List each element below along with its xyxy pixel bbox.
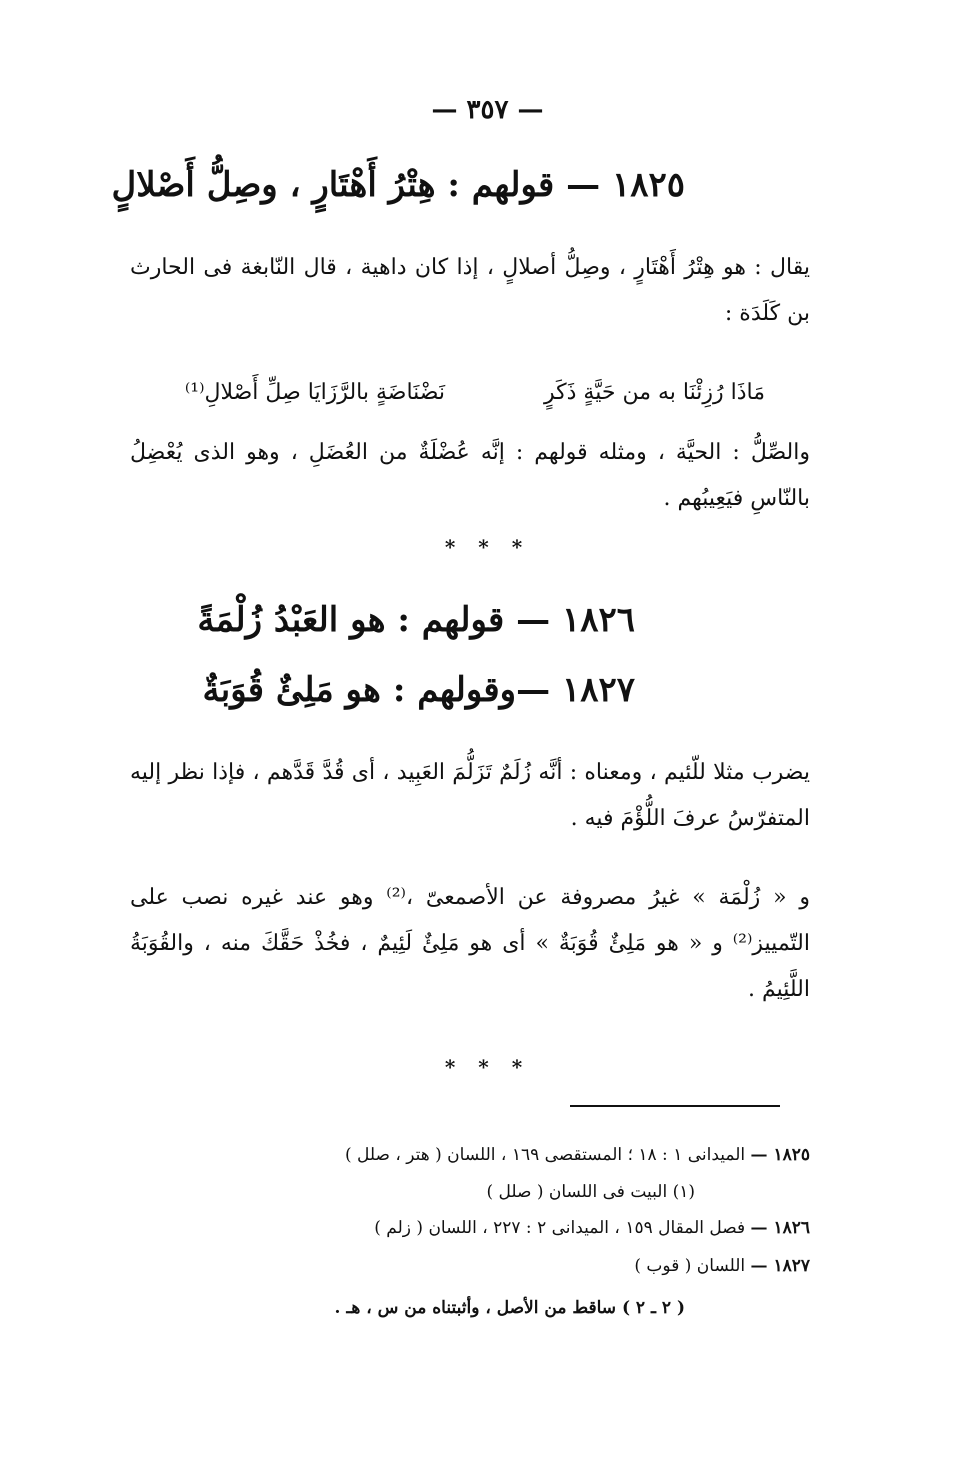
footnote-text: (١) البيت فى اللسان ( صلل ) bbox=[486, 1182, 695, 1202]
section-separator: * * * bbox=[444, 535, 531, 559]
footnote-text: اللسان ( قوب ) bbox=[634, 1256, 746, 1276]
footnote-text: ( ٢ ـ ٢ ) ساقط من الأصل ، وأثبتناه من س ، هـ . bbox=[334, 1298, 685, 1318]
footnote-text: الميدانى ١ : ١٨ ؛ المستقصى ١٦٩ ، اللسان ( هتر ، صلل ) bbox=[344, 1145, 746, 1165]
footnote-1825 bbox=[345, 1145, 810, 1165]
entry-paragraph-1827-second: و « زُلْمَة » غيرُ مصروفة عن الأصمعىّ ،⁽²⁾ وهو عند غيره نصب على التّمييز⁽²⁾ و « هو مَلِئٌ قُوَبَةٌ » أى هو مَلِئٌ لَئِيمٌ ، فخُذْ حَقَّكَ منه ، والقُوَبَةُ اللَّئِيمُ . bbox=[130, 885, 811, 1002]
page-number: — ٣٥٧ — bbox=[431, 95, 544, 125]
entry-paragraph-1825: يقال : هو هِتْرُ أَهْتَارٍ ، وصِلُّ أصلالٍ ، إذا كان داهية ، قال النّابغة فى الحارث بن كَلَدَة : bbox=[130, 255, 810, 326]
footnote-1 bbox=[486, 1182, 695, 1202]
entry-paragraph-1825-second: والصِّلُّ : الحيَّة ، ومثله قولهم : إنَّه عُضْلَةٌ من العُضَلِ ، وهو الذى يُعْضِلُ بالنّاسِ فيَعِيبُهم . bbox=[130, 440, 810, 511]
footnote-1826 bbox=[374, 1218, 810, 1238]
footnote-1827 bbox=[634, 1256, 810, 1276]
section-separator-2: * * * bbox=[444, 1055, 531, 1079]
footnote-2-2 bbox=[335, 1298, 685, 1318]
footnote-number: ١٨٢٥ — bbox=[750, 1145, 810, 1165]
entry-paragraph-1827: يضرب مثلا للّئيم ، ومعناه : أنَّه زُلَمٌ تَزَلُّمَ العَبِيد ، أى قُدَّ قَدَّهم ، فإذا نظر إليه المتفرّسُ عرفَ اللُّؤْمَ فيه . bbox=[130, 760, 810, 831]
entry-heading-1825: ١٨٢٥ — قولهم : هِتْرُ أَهْتَارٍ ، وصِلُّ أَصْلالٍ bbox=[111, 165, 685, 205]
entry-heading-1826: ١٨٢٦ — قولهم : هو العَبْدُ زُلْمَةً bbox=[197, 600, 635, 640]
verse-first-hemistich: مَاذَا رُزِئْنَا به من حَيَّةٍ ذَكَرٍ bbox=[544, 380, 765, 405]
footnote-text: فصل المقال ١٥٩ ، الميدانى ٢ : ٢٢٧ ، اللسان ( زلم ) bbox=[374, 1218, 746, 1238]
verse-second-hemistich: نَضْنَاضَةٍ بالرَّزَايَا صِلِّ أَصْلالِ⁽¹⁾ bbox=[184, 380, 445, 405]
footnote-divider bbox=[570, 1105, 780, 1107]
entry-heading-1827: ١٨٢٧ —وقولهم : هو مَلِئٌ قُوَبَةٌ bbox=[202, 670, 635, 710]
footnote-number: ١٨٢٦ — bbox=[750, 1218, 810, 1238]
footnote-number: ١٨٢٧ — bbox=[750, 1256, 810, 1276]
